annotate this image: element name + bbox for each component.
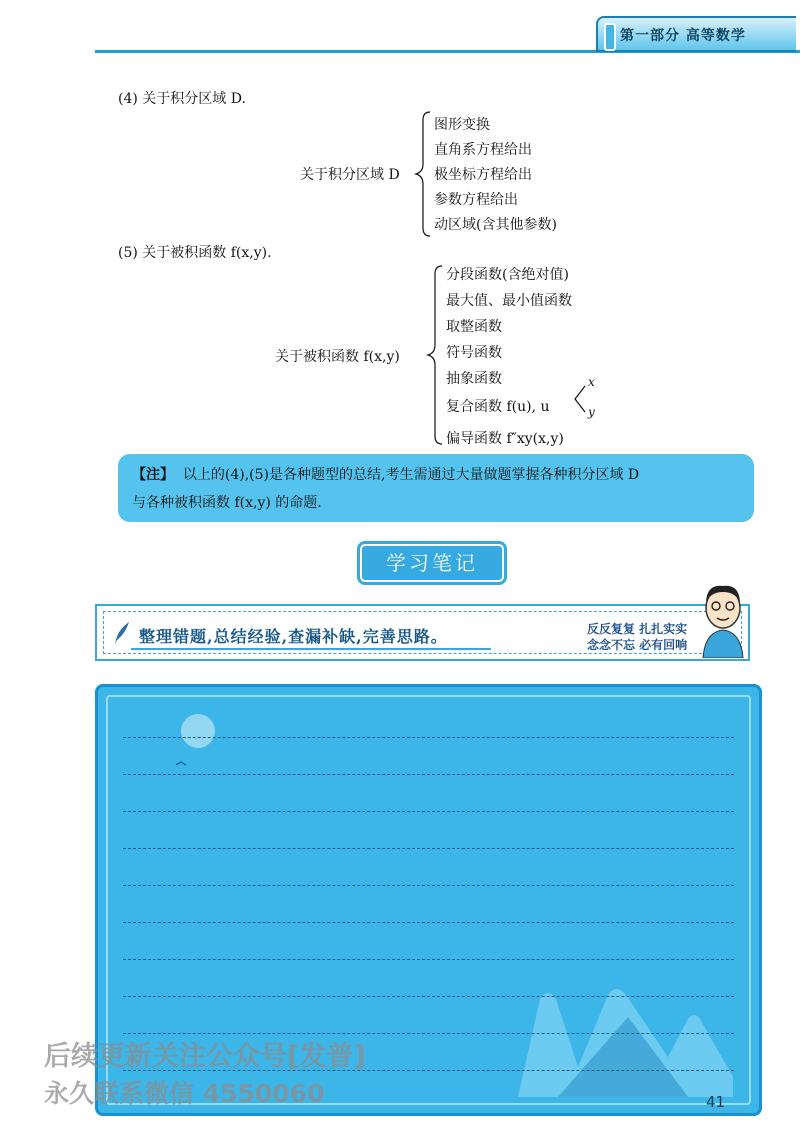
section5-brace-icon xyxy=(426,264,446,446)
watermark-line1: 后续更新关注公众号[发普] xyxy=(44,1041,366,1072)
ruled-line xyxy=(123,959,734,960)
list-item: 抽象函数 xyxy=(446,371,502,387)
note-tag: 【注】 xyxy=(132,467,174,483)
ruled-line xyxy=(123,996,734,997)
page-number: 41 xyxy=(706,1093,726,1111)
teacher-avatar xyxy=(697,578,749,658)
list-item: 图形变换 xyxy=(434,117,490,133)
tab-marker-icon xyxy=(604,23,616,51)
section-tab xyxy=(596,16,796,52)
ruled-line xyxy=(123,774,734,775)
section-title: 第一部分 高等数学 xyxy=(620,28,746,44)
watermark-line2: 永久联系微信 4550060 xyxy=(44,1079,325,1108)
list-item: 极坐标方程给出 xyxy=(434,167,532,183)
section5-label: 关于被积函数 f(x,y) xyxy=(275,349,400,365)
list-item: 最大值、最小值函数 xyxy=(446,293,572,309)
branch-icon xyxy=(572,378,588,420)
ruled-line xyxy=(123,811,734,812)
slogan-text: 整理错题,总结经验,查漏补缺,完善思路。 xyxy=(139,627,448,646)
note-box xyxy=(118,454,754,522)
composite-var-x: x xyxy=(588,375,595,389)
section5-heading: (5) 关于被积函数 f(x,y). xyxy=(118,245,272,261)
ruled-line xyxy=(123,922,734,923)
motto-line1: 反反复复 扎扎实实 xyxy=(587,622,688,636)
list-item: 符号函数 xyxy=(446,345,502,361)
list-item: 直角系方程给出 xyxy=(434,142,532,158)
list-item: 偏导函数 f″xy(x,y) xyxy=(446,431,564,447)
section4-heading: (4) 关于积分区域 D. xyxy=(118,91,246,107)
moon-birds-icon xyxy=(168,701,288,781)
slogan-banner xyxy=(95,604,750,661)
study-notes-title: 学习笔记 xyxy=(360,544,504,582)
list-item: 分段函数(含绝对值) xyxy=(446,267,569,283)
slogan-underline xyxy=(131,648,491,650)
list-item: 动区域(含其他参数) xyxy=(434,217,557,233)
note-line2: 与各种被积函数 f(x,y) 的命题. xyxy=(132,495,322,511)
composite-var-y: y xyxy=(588,405,595,419)
list-item: 参数方程给出 xyxy=(434,192,518,208)
feather-icon xyxy=(111,620,133,646)
list-item: 复合函数 f(u), u xyxy=(446,399,550,415)
list-item: 取整函数 xyxy=(446,319,502,335)
ruled-line xyxy=(123,737,734,738)
mountain-icon xyxy=(518,977,733,1097)
note-line1: 以上的(4),(5)是各种题型的总结,考生需通过大量做题掌握各种积分区域 D xyxy=(182,467,640,483)
section4-brace-icon xyxy=(414,110,434,238)
ruled-line xyxy=(123,885,734,886)
motto-line2: 念念不忘 必有回响 xyxy=(587,638,688,652)
section4-label: 关于积分区域 D xyxy=(300,167,400,183)
ruled-line xyxy=(123,848,734,849)
